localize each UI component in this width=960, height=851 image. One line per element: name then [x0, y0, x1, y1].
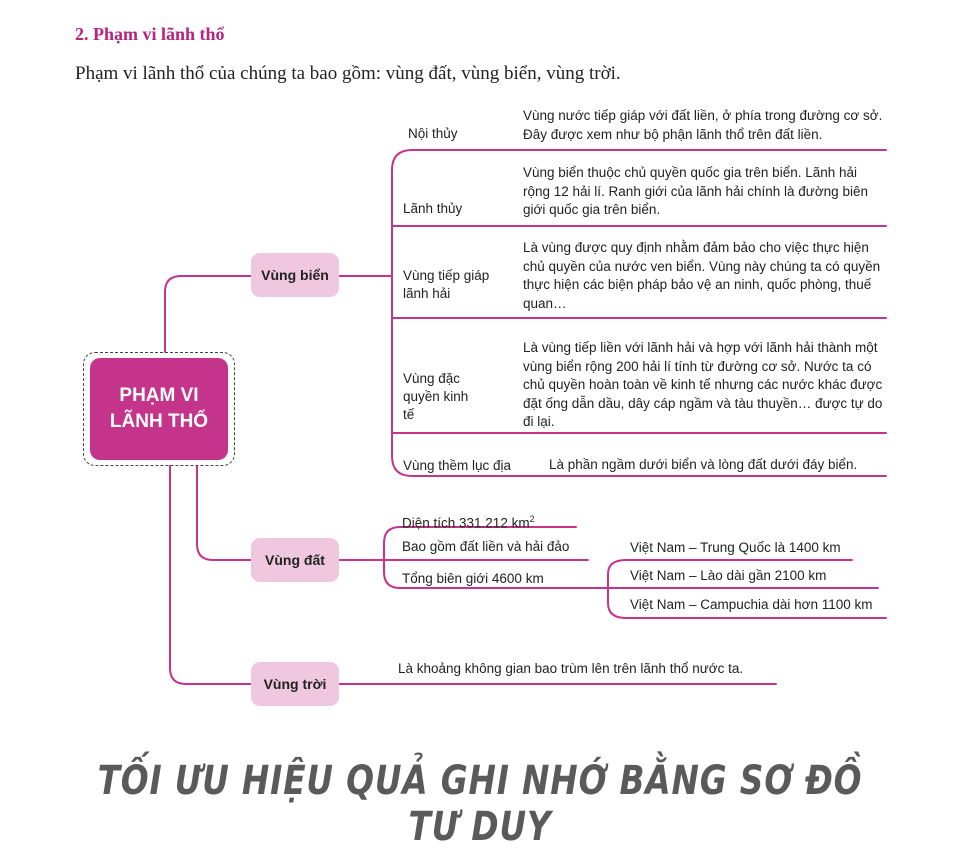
sky-description: Là khoảng không gian bao trùm lên trên lãnh thổ nước ta. — [398, 661, 744, 676]
land-area-unit-sup: 2 — [529, 514, 535, 524]
root-line-1: PHẠM VI — [119, 385, 199, 406]
land-area — [402, 510, 582, 533]
branch-vung-bien: Vùng biển — [251, 253, 339, 297]
land-includes: Bao gồm đất liền và hải đảo — [402, 539, 570, 554]
branch-vung-dat: Vùng đất — [251, 538, 339, 582]
land-border-item: Việt Nam – Lào dài gần 2100 km — [630, 568, 827, 583]
sea-item-description: Vùng biển thuộc chủ quyền quốc gia trên biển. Lãnh hải rộng 12 hải lí. Ranh giới của lãnh hải chính là đường biên giới quốc gia trên biển. — [523, 165, 868, 217]
footer-slogan: TỐI ƯU HIỆU QUẢ GHI NHỚ BẰNG SƠ ĐỒ TƯ DUY — [97, 758, 863, 850]
sea-item-description: Là vùng tiếp liền với lãnh hải và hợp với lãnh hải thành một vùng biển rộng 200 hải lí tính từ đường cơ sở. Nước ta có chủ quyền hoàn toàn về kinh tế nhưng các nước khác được đặt ống dẫn dầu, dây cáp ngầm và tàu thuyền… được tự do đi lại. — [523, 340, 883, 429]
sea-item-description: Là phần ngầm dưới biển và lòng đất dưới đáy biển. — [549, 457, 858, 472]
sea-item-description: Vùng nước tiếp giáp với đất liền, ở phía trong đường cơ sở. Đây được xem như bộ phận lãnh thổ trên đất liền. — [523, 108, 883, 142]
land-area-text: Diện tích 331.212 km — [402, 515, 530, 531]
sea-item-label: Nội thủy — [408, 126, 458, 141]
sea-item-label: Vùng tiếp giáp lãnh hải — [403, 268, 490, 301]
sea-item-label: Vùng thềm lục địa — [403, 458, 512, 473]
land-border-total: Tổng biên giới 4600 km — [402, 571, 544, 586]
sea-item-label: Lãnh thủy — [403, 201, 463, 216]
sea-item-label: Vùng đặc quyền kinh tế — [403, 371, 469, 422]
land-border-item: Việt Nam – Campuchia dài hơn 1100 km — [630, 597, 873, 612]
section-intro: Phạm vi lãnh thổ của chúng ta bao gồm: vùng đất, vùng biển, vùng trời. — [75, 63, 621, 84]
branch-vung-troi: Vùng trời — [251, 662, 339, 706]
root-line-2: LÃNH THỔ — [109, 411, 209, 432]
sea-item-description: Là vùng được quy định nhằm đảm bảo cho việc thực hiện chủ quyền của nước ven biển. Vùng này chúng ta có quyền thực hiện các biện pháp bảo vệ an ninh, quốc phòng, thuế quan… — [523, 240, 881, 311]
section-heading: 2. Phạm vi lãnh thổ — [75, 24, 225, 44]
root-node — [90, 358, 228, 460]
land-border-item: Việt Nam – Trung Quốc là 1400 km — [630, 540, 841, 555]
